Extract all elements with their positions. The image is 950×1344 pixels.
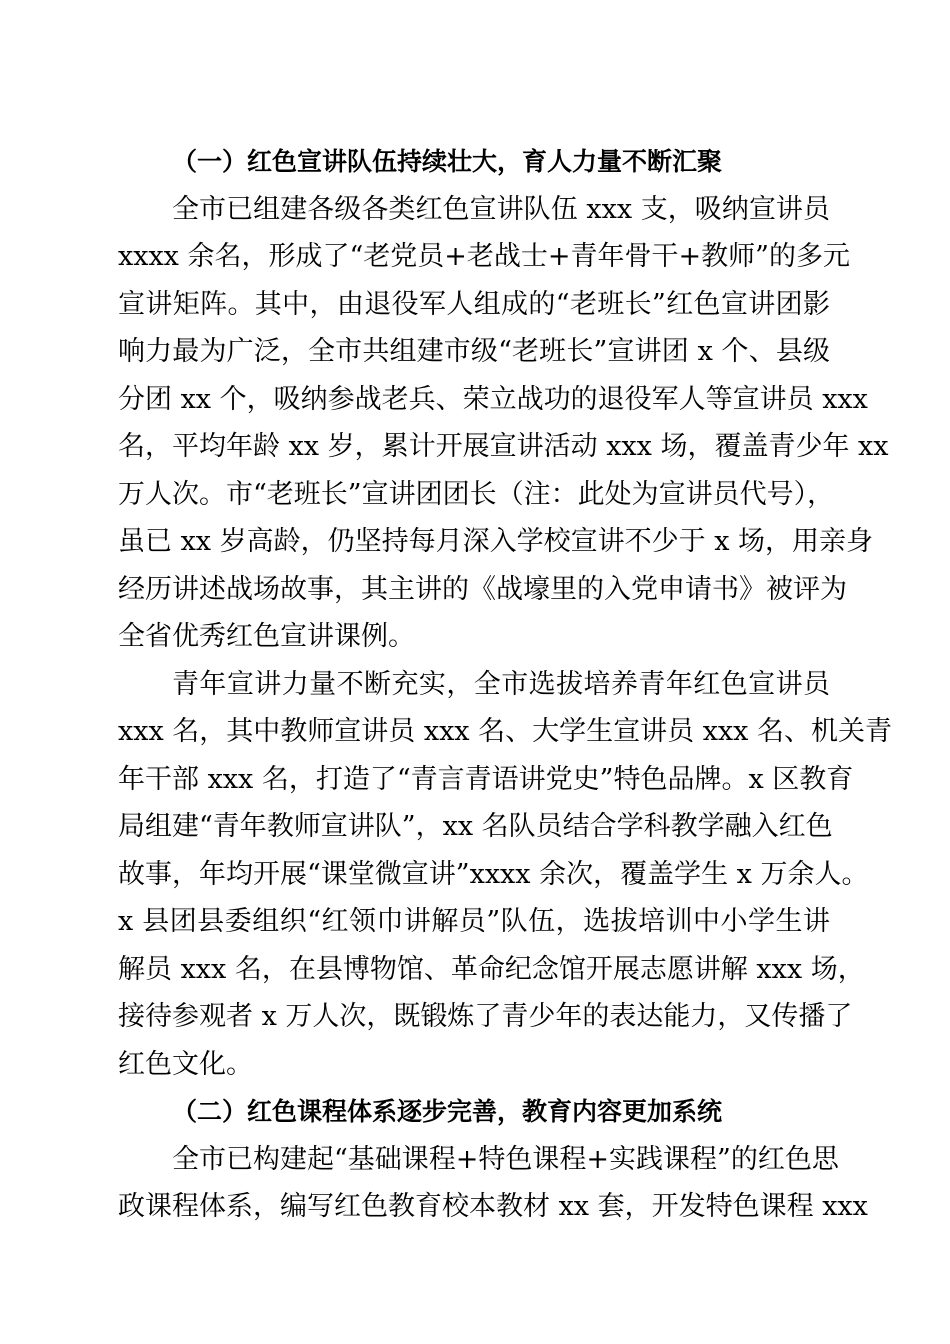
paragraph-line: xxx 名，其中教师宣讲员 xxx 名、大学生宣讲员 xxx 名、机关青: [118, 716, 892, 747]
paragraph-1: [118, 186, 889, 661]
paragraph-line: 全省优秀红色宣讲课例。: [118, 621, 415, 652]
paragraph-line: 分团 xx 个，吸纳参战老兵、荣立战功的退役军人等宣讲员 xxx: [118, 383, 868, 415]
paragraph-line: 年干部 xxx 名，打造了“青言青语讲党史”特色品牌。x 区教育: [118, 763, 854, 795]
paragraph-2: [118, 661, 892, 1089]
paragraph-3: [118, 1136, 868, 1231]
paragraph-line: 政课程体系，编写红色教育校本教材 xx 套，开发特色课程 xxx: [118, 1191, 868, 1222]
paragraph-line: 故事，年均开展“课堂微宣讲”xxxx 余次，覆盖学生 x 万余人。: [118, 858, 869, 890]
paragraph-line: 接待参观者 x 万人次，既锻炼了青少年的表达能力，又传播了: [118, 1001, 853, 1032]
paragraph-line: xxxx 余名，形成了“老党员+老战士+青年骨干+教师”的多元: [118, 241, 850, 272]
paragraph-line: 响力最为广泛，全市共组建市级“老班长”宣讲团 x 个、县级: [118, 336, 830, 367]
paragraph-line: x 县团县委组织“红领巾讲解员”队伍，选拔培训中小学生讲: [118, 906, 830, 937]
paragraph-line: 名，平均年龄 xx 岁，累计开展宣讲活动 xxx 场，覆盖青少年 xx: [118, 431, 889, 462]
paragraph-line: 经历讲述战场故事，其主讲的《战壕里的入党申请书》被评为: [118, 573, 847, 605]
document-body: [118, 138, 892, 1231]
section-heading-2: （二）红色课程体系逐步完善，教育内容更加系统: [172, 1097, 723, 1126]
section-heading-1: （一）红色宣讲队伍持续壮大，育人力量不断汇聚: [172, 147, 723, 176]
paragraph-line: 全市已组建各级各类红色宣讲队伍 xxx 支，吸纳宣讲员: [172, 193, 830, 225]
paragraph-line: 红色文化。: [118, 1048, 253, 1080]
paragraph-line: 万人次。市“老班长”宣讲团团长（注：此处为宣讲员代号），: [118, 478, 835, 510]
paragraph-line: 解员 xxx 名，在县博物馆、革命纪念馆开展志愿讲解 xxx 场，: [118, 953, 865, 985]
paragraph-line: 局组建“青年教师宣讲队”，xx 名队员结合学科教学融入红色: [118, 811, 833, 842]
paragraph-line: 青年宣讲力量不断充实，全市选拔培养青年红色宣讲员: [172, 668, 830, 700]
paragraph-line: 虽已 xx 岁高龄，仍坚持每月深入学校宣讲不少于 x 场，用亲身: [118, 526, 874, 557]
paragraph-line: 宣讲矩阵。其中，由退役军人组成的“老班长”红色宣讲团影: [118, 288, 830, 320]
paragraph-line: 全市已构建起“基础课程+特色课程+实践课程”的红色思: [172, 1143, 839, 1175]
